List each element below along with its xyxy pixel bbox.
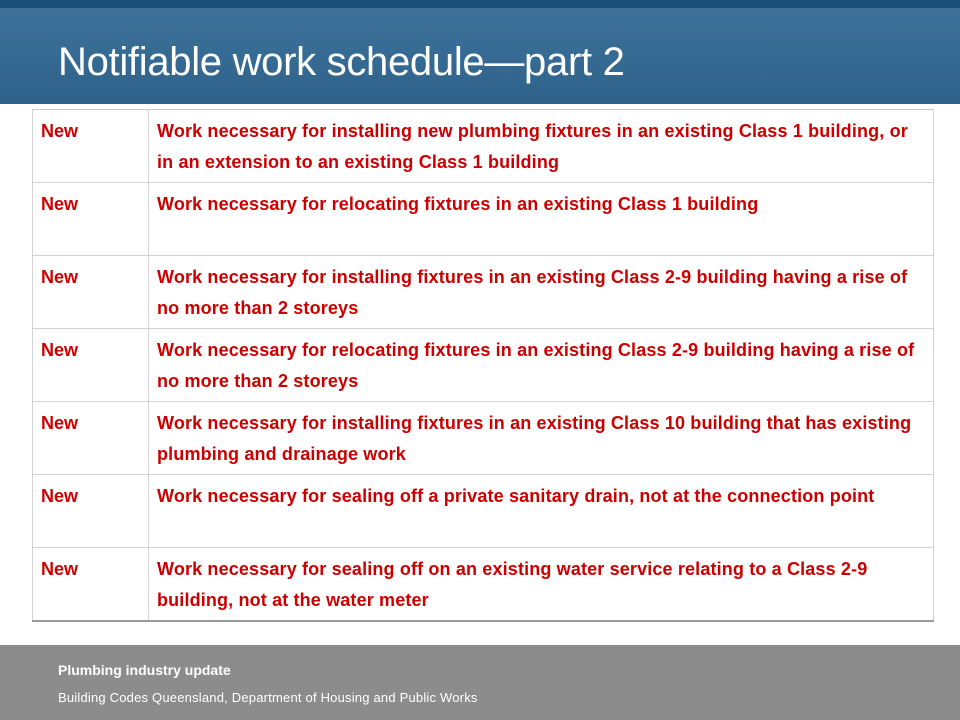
table-row	[33, 548, 934, 621]
footer-title: Plumbing industry update	[58, 662, 231, 678]
footer-subtitle: Building Codes Queensland, Department of Housing and Public Works	[58, 690, 478, 705]
top-accent-stripe	[0, 0, 960, 8]
notifiable-work-table	[32, 109, 934, 622]
description-cell: Work necessary for sealing off a private sanitary drain, not at the connection point	[149, 475, 934, 548]
status-cell: New	[33, 110, 149, 183]
description-cell: Work necessary for installing fixtures in an existing Class 2-9 building having a rise of no more than 2 storeys	[149, 256, 934, 329]
description-cell: Work necessary for installing new plumbing fixtures in an existing Class 1 building, or in an extension to an existing Class 1 building	[149, 110, 934, 183]
table-row	[33, 256, 934, 329]
status-cell: New	[33, 548, 149, 621]
table-row	[33, 329, 934, 402]
table-row	[33, 402, 934, 475]
status-cell: New	[33, 329, 149, 402]
footer-bar	[0, 645, 960, 720]
status-cell: New	[33, 402, 149, 475]
table-row	[33, 475, 934, 548]
slide-title: Notifiable work schedule—part 2	[58, 40, 625, 84]
status-cell: New	[33, 183, 149, 256]
table-row	[33, 183, 934, 256]
status-cell: New	[33, 256, 149, 329]
description-cell: Work necessary for relocating fixtures in an existing Class 1 building	[149, 183, 934, 256]
description-cell: Work necessary for installing fixtures in an existing Class 10 building that has existing plumbing and drainage work	[149, 402, 934, 475]
table-row	[33, 110, 934, 183]
description-cell: Work necessary for relocating fixtures in an existing Class 2-9 building having a rise of no more than 2 storeys	[149, 329, 934, 402]
status-cell: New	[33, 475, 149, 548]
description-cell: Work necessary for sealing off on an existing water service relating to a Class 2-9 building, not at the water meter	[149, 548, 934, 621]
